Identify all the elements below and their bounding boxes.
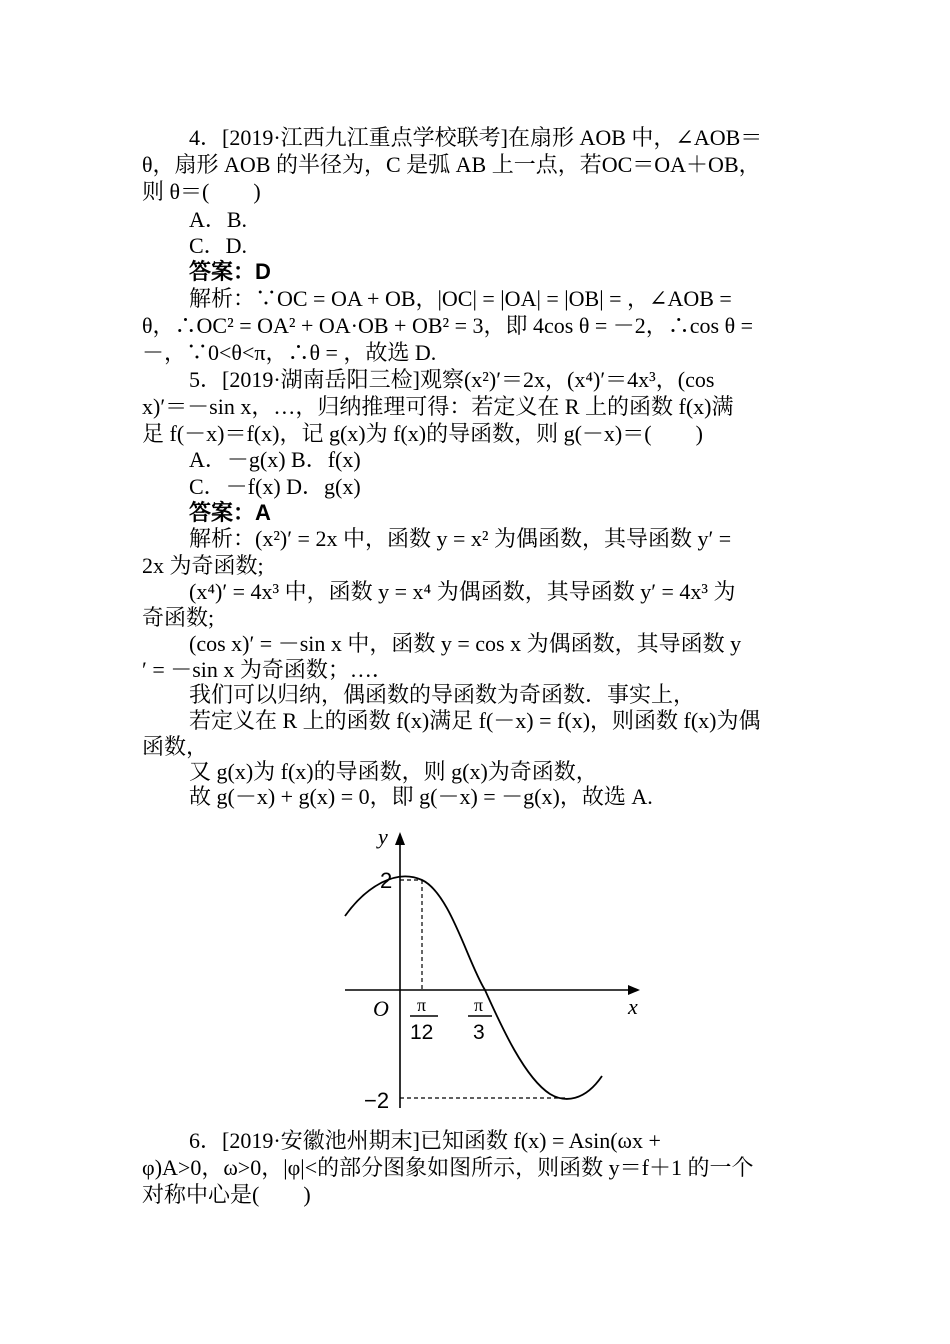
q5-analysis-4: 奇函数; (142, 605, 215, 630)
q5-analysis-5: (cos x)′ = －sin x 中，函数 y = cos x 为偶函数，其导函数 y (189, 631, 742, 656)
q5-option-ab: A．－g(x) B．f(x) (189, 447, 361, 472)
q4-answer: 答案：D (189, 259, 271, 284)
y-axis-label: y (378, 824, 388, 849)
q4-line-1: 4．[2019·江西九江重点学校联考]在扇形 AOB 中，∠AOB＝ (189, 125, 763, 150)
sine-curve (345, 876, 602, 1098)
y-axis-arrow (395, 832, 405, 845)
y-max-label: 2 (380, 868, 393, 893)
q5-line-1: 5．[2019·湖南岳阳三检]观察(x²)′＝2x，(x⁴)′＝4x³，(cos (189, 367, 715, 392)
q5-answer: 答案：A (189, 500, 271, 525)
q4-analysis-1: 解析：∵OC = OA + OB，|OC| = |OA| = |OB| = ，∠AOB = (189, 286, 732, 311)
q5-option-cd: C．－f(x) D．g(x) (189, 474, 361, 499)
q5-analysis-9: 函数， (142, 734, 209, 759)
q4-analysis-3: －，∵0<θ<π，∴θ = ，故选 D. (142, 340, 437, 365)
q5-analysis-8: 若定义在 R 上的函数 f(x)满足 f(－x) = f(x)，则函数 f(x)为偶 (189, 708, 761, 733)
q5-analysis-3: (x⁴)′ = 4x³ 中，函数 y = x⁴ 为偶函数，其导函数 y′ = 4x³ 为 (189, 579, 736, 604)
q5-line-3: 足 f(－x)＝f(x)，记 g(x)为 f(x)的导函数，则 g(－x)＝( ) (142, 421, 703, 446)
q5-analysis-7: 我们可以归纳，偶函数的导函数为奇函数．事实上， (189, 682, 696, 707)
q5-analysis-2: 2x 为奇函数; (142, 553, 264, 578)
q5-analysis-6: ′ = －sin x 为奇函数；…． (142, 657, 394, 682)
sine-graph-figure (340, 818, 660, 1118)
q5-analysis-10: 又 g(x)为 f(x)的导函数，则 g(x)为奇函数， (189, 759, 598, 784)
q4-analysis-2: θ，∴OC² = OA² + OA·OB + OB² = 3，即 4cos θ = －2，∴cos θ = (142, 313, 754, 338)
x-tick-2-numerator: π (474, 995, 484, 1015)
q5-analysis-11: 故 g(－x) + g(x) = 0，即 g(－x) = －g(x)，故选 A. (189, 784, 653, 809)
q6-line-2: φ)A>0，ω>0，|φ|<的部分图象如图所示，则函数 y＝f＋1 的一个 (142, 1155, 754, 1180)
q6-line-1: 6．[2019·安徽池州期末]已知函数 f(x) = Asin(ωx + (189, 1128, 661, 1153)
q5-line-2: x)′＝－sin x，…，归纳推理可得：若定义在 R 上的函数 f(x)满 (142, 394, 734, 419)
x-tick-2-denominator: 3 (473, 1021, 485, 1044)
x-tick-1-denominator: 12 (410, 1021, 434, 1044)
q5-analysis-1: 解析：(x²)′ = 2x 中，函数 y = x² 为偶函数，其导函数 y′ = (189, 526, 732, 551)
origin-label: O (373, 996, 389, 1021)
q4-option-cd: C．D. (189, 233, 248, 258)
y-min-label: −2 (364, 1088, 390, 1113)
q4-line-3: 则 θ＝( ) (142, 179, 261, 204)
q4-option-ab: A．B. (189, 207, 248, 232)
x-tick-1-numerator: π (417, 995, 427, 1015)
x-axis-label: x (628, 994, 638, 1019)
graph-svg (340, 818, 660, 1118)
q4-line-2: θ，扇形 AOB 的半径为，C 是弧 AB 上一点，若OC＝OA＋OB， (142, 152, 761, 177)
q6-line-3: 对称中心是( ) (142, 1182, 311, 1207)
